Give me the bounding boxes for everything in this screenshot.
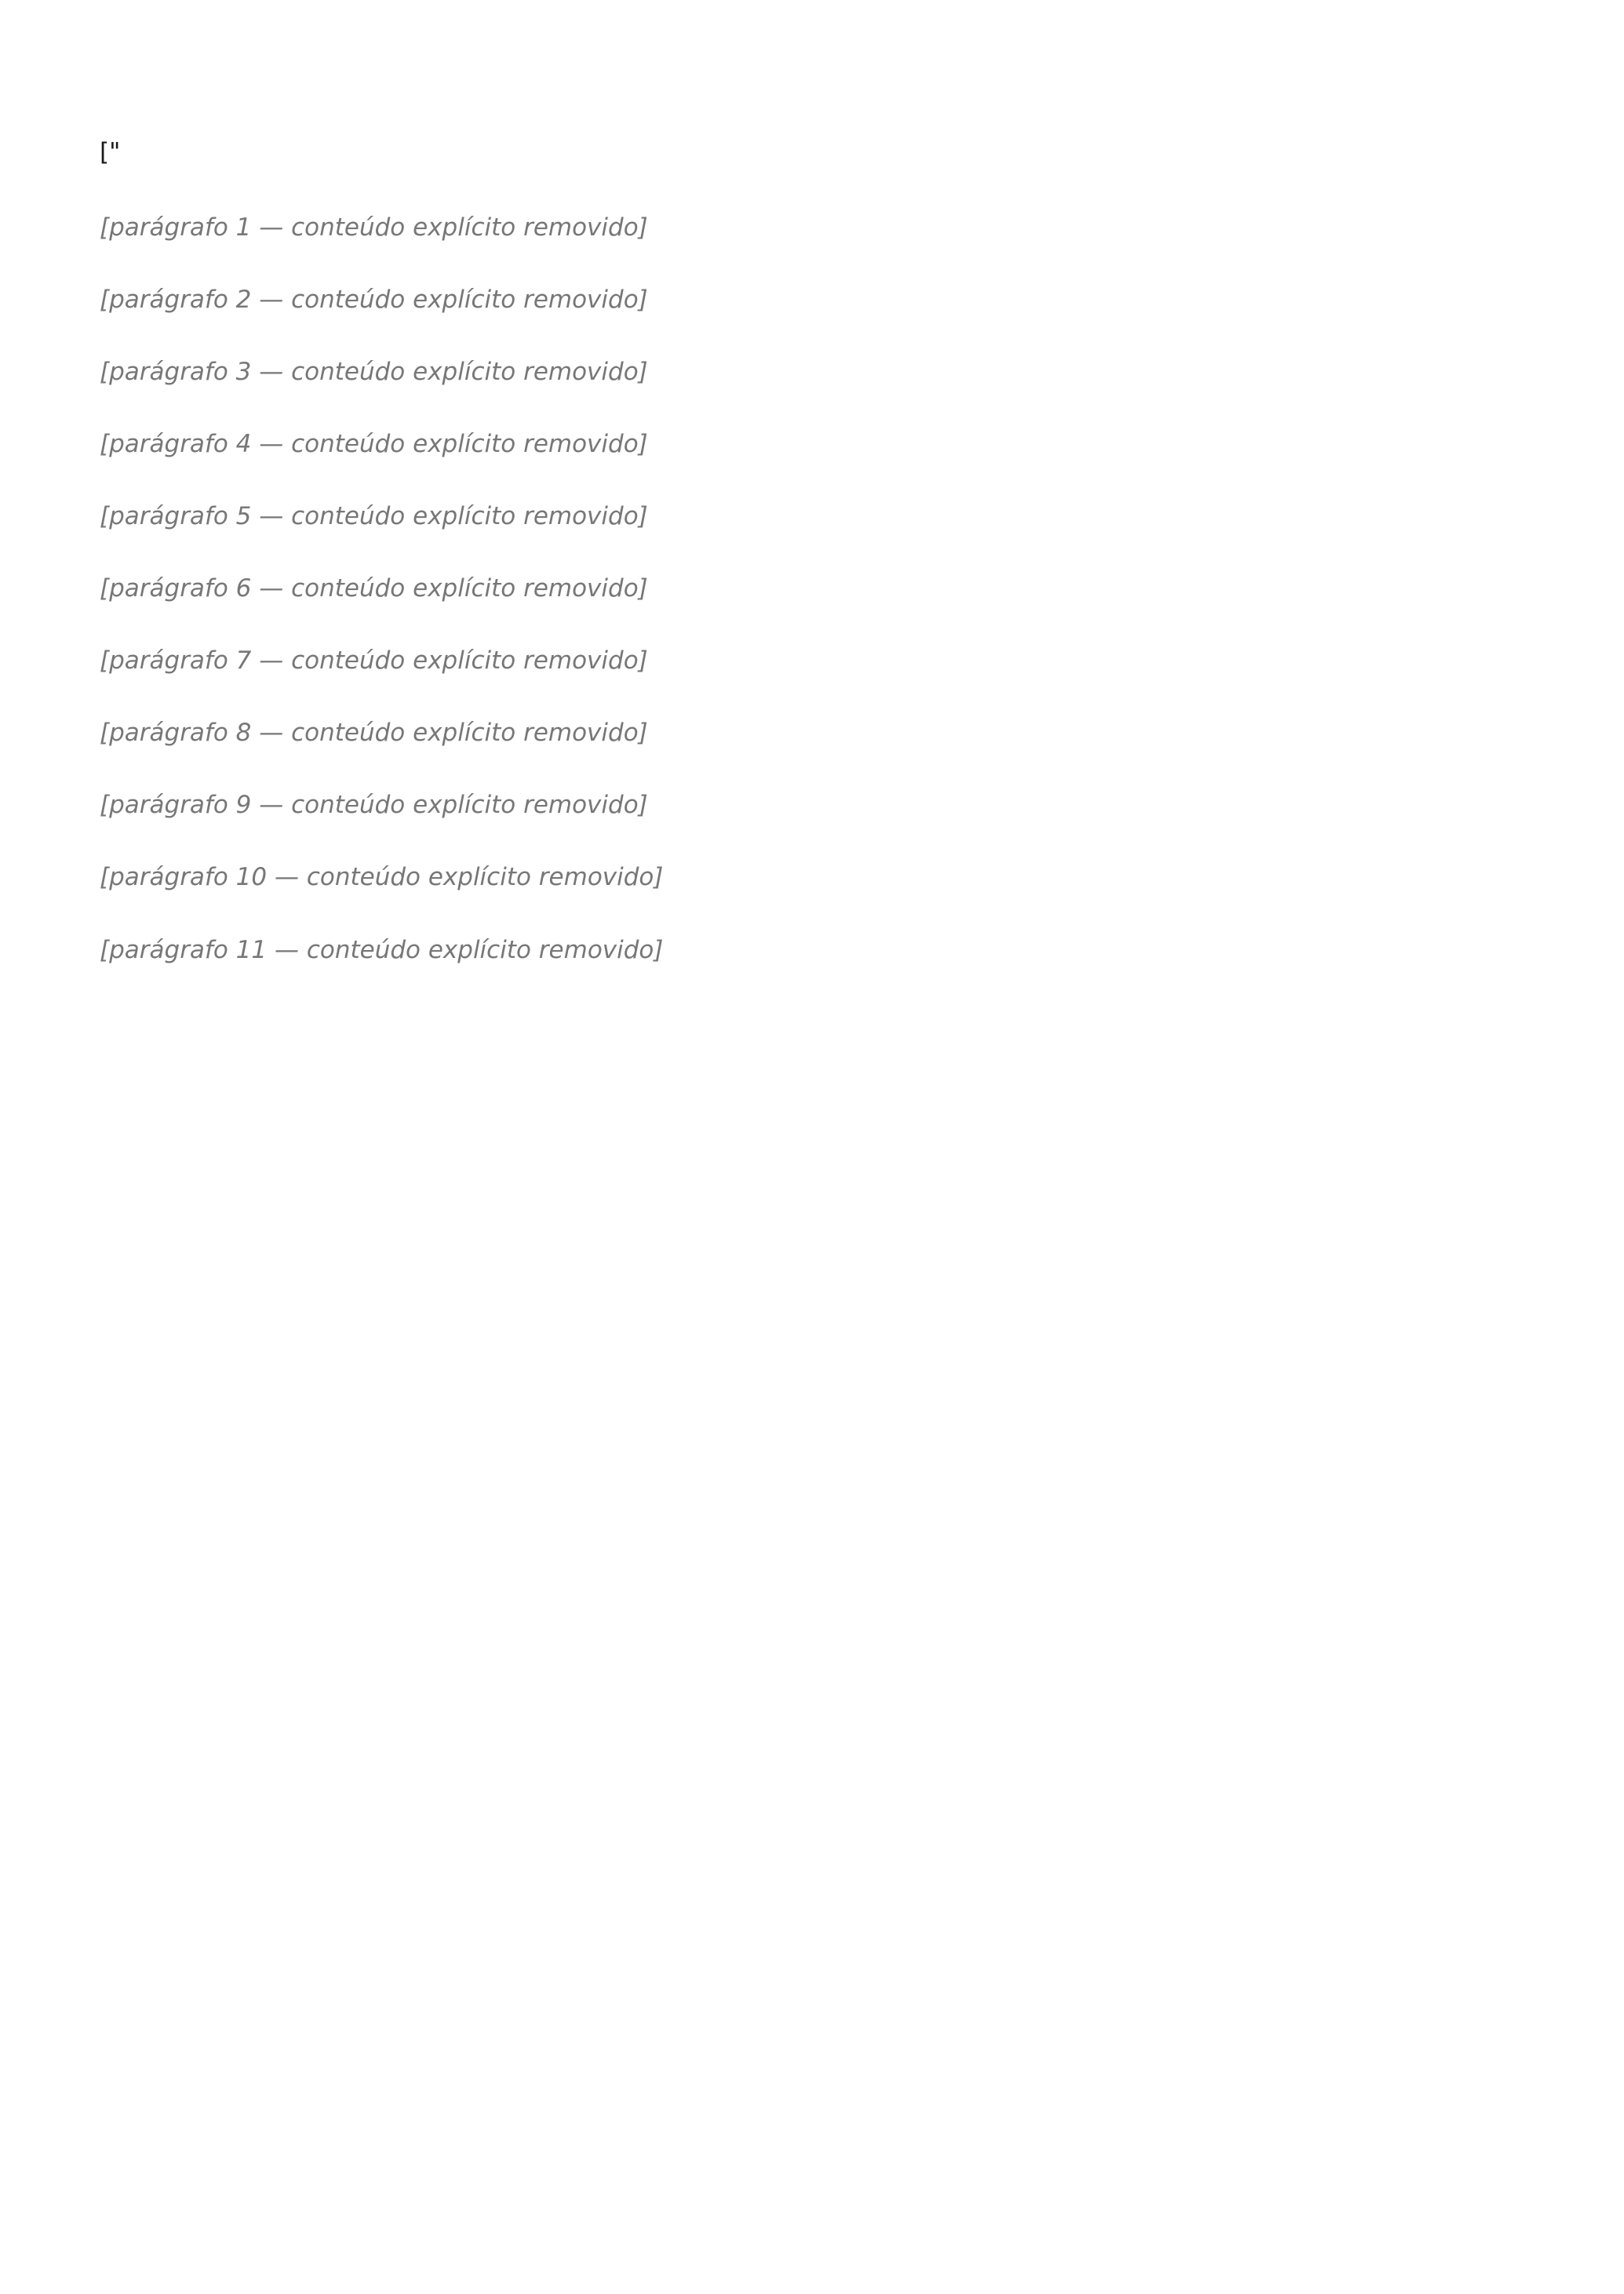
body-paragraph: [parágrafo 9 — conteúdo explícito removido] — [100, 791, 648, 820]
body-paragraph: [parágrafo 3 — conteúdo explícito removido] — [100, 358, 648, 387]
body-paragraph: [parágrafo 8 — conteúdo explícito removido] — [100, 719, 648, 748]
document-body — [100, 209, 1524, 969]
body-paragraph: [parágrafo 2 — conteúdo explícito removido] — [100, 286, 648, 315]
body-paragraph: [parágrafo 5 — conteúdo explícito removido] — [100, 502, 648, 531]
body-paragraph: [parágrafo 1 — conteúdo explícito removido] — [100, 213, 648, 242]
body-paragraph: [parágrafo 6 — conteúdo explícito removido] — [100, 574, 648, 603]
body-paragraph: [parágrafo 7 — conteúdo explícito removido] — [100, 646, 648, 675]
body-paragraph: [parágrafo 11 — conteúdo explícito removido] — [100, 935, 664, 964]
body-paragraph: [parágrafo 10 — conteúdo explícito removido] — [100, 863, 664, 892]
body-paragraph: [parágrafo 4 — conteúdo explícito removido] — [100, 430, 648, 459]
opening-token: [" — [100, 138, 121, 166]
